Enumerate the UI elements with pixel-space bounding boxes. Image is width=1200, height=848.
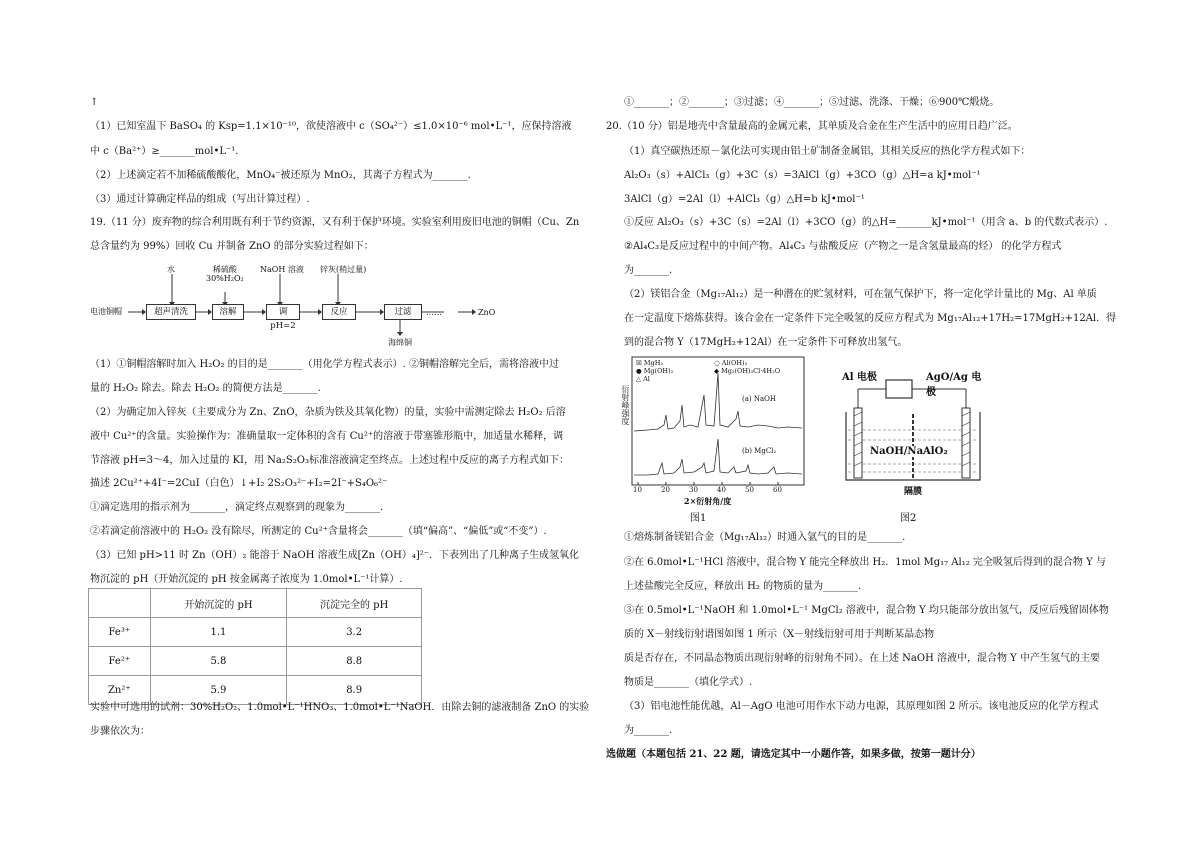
xrd-ylabel: 衍射峰强度: [621, 385, 630, 425]
tick-label: 40: [717, 486, 726, 494]
flow-dots: ……: [426, 308, 442, 317]
q20-part2-sub1: ①熔炼制备镁铝合金（Mg₁₇Al₁₂）时通入氩气的目的是_______.: [624, 532, 906, 543]
q19-part1-line1: （1）①铜帽溶解时加入 H₂O₂ 的目的是_______（用化学方程式表示）. ②铜帽溶解完全后，需将溶液中过: [90, 359, 560, 370]
curve-a-label: (a) NaOH: [742, 395, 777, 403]
q19-part2-line1: （2）为确定加入锌灰（主要成分为 Zn、ZnO，杂质为铁及其氧化物）的量，实验中需测定除去 H₂O₂ 后溶: [90, 407, 566, 418]
table-row: [89, 618, 422, 647]
legend-item: ☒ MgH₂: [636, 359, 663, 367]
tick-label: 30: [689, 486, 698, 494]
flow-box-reaction: 反应: [322, 304, 356, 320]
flow-box-dissolve: 溶解: [212, 304, 244, 320]
q20-part1-eq2: 3AlCl（g）=2Al（l）+AlCl₃（g）△H=b kJ•mol⁻¹: [624, 194, 865, 205]
table-cell: 8.8: [287, 647, 422, 676]
left-electrode-label: Al 电极: [842, 372, 878, 383]
q20-part1-eq1: Al₂O₃（s）+AlCl₃（g）+3C（s）=3AlCl（g）+3CO（g）△H=a kJ•mol⁻¹: [624, 170, 981, 181]
q20-part1-sub2: ②Al₄C₃是反应过程中的中间产物。Al₄C₃ 与盐酸反应（产物之一是含氢量最高的烃） 的化学方程式: [624, 241, 1062, 252]
curve-b-label: (b) MgCl₂: [742, 447, 777, 455]
table-cell: Fe²⁺: [89, 647, 151, 676]
figure-1-caption: 图1: [690, 513, 707, 524]
process-flow-diagram: [90, 262, 560, 352]
membrane-label: 隔膜: [904, 487, 923, 497]
q20-part2-sub3-line4: 物质是_______（填化学式）.: [624, 677, 753, 688]
table-header-complete-ph: 沉淀完全的 pH: [287, 589, 422, 618]
q20-part1-sub1: ①反应 Al₂O₃（s）+3C（s）=2Al（l）+3CO（g）的△H=_______kJ•mol⁻¹（用含 a、b 的代数式表示）.: [624, 217, 1108, 228]
table-cell: 5.8: [150, 647, 287, 676]
q19-part3-reagents: 实验中可选用的试剂：30%H₂O₂、1.0mol•L⁻¹HNO₃、1.0mol•L⁻¹NaOH．由除去铜的滤液制备 ZnO 的实验: [90, 702, 590, 713]
q20-part2-line2: 在一定温度下熔炼获得。该合金在一定条件下完全吸氢的反应方程式为 Mg₁₇Al₁₂+17H₂=17MgH₂+12Al．得: [624, 313, 1117, 324]
table-cell: 5.9: [150, 676, 287, 705]
flow-sponge-copper: 海绵铜: [388, 338, 412, 347]
table-cell: 1.1: [150, 618, 287, 647]
xrd-legend-2: [714, 359, 780, 375]
legend-item: △ Al: [636, 375, 650, 383]
q18-part2: （2）上述滴定若不加稀硫酸酸化，MnO₄⁻被还原为 MnO₂，其离子方程式为_______.: [90, 170, 471, 181]
q20-intro: 20.（10 分）铝是地壳中含量最高的金属元素，其单质及合金在生产生活中的应用日趋广泛。: [606, 121, 1018, 132]
q18-part1-line1: （1）已知室温下 BaSO₄ 的 Ksp=1.1×10⁻¹⁰，欲使溶液中 c（SO₄²⁻）≤1.0×10⁻⁶ mol•L⁻¹，应保持溶液: [90, 121, 572, 132]
table-row: [89, 647, 422, 676]
q20-part2-sub2-line2: 上述盐酸完全反应，释放出 H₂ 的物质的量为_______.: [624, 581, 862, 592]
table-cell: Zn²⁺: [89, 676, 151, 705]
table-header-start-ph: 开始沉淀的 pH: [150, 589, 287, 618]
q19-part3-line2: 物沉淀的 pH（开始沉淀的 pH 按金属离子浓度为 1.0mol•L⁻¹计算）.: [90, 574, 403, 585]
q20-part3-line1: （3）铝电池性能优越，Al－AgO 电池可用作水下动力电源，其原理如图 2 所示。该电池反应的化学方程式: [624, 701, 1099, 712]
q19-part2-line2: 液中 Cu²⁺的含量。实验操作为：准确量取一定体积的含有 Cu²⁺的溶液于带塞锥形瓶中，加适量水稀释，调: [90, 431, 564, 442]
q19-part2-sub2: ②若滴定前溶液中的 H₂O₂ 没有除尽，所测定的 Cu²⁺含量将会_______（填“偏高”、“偏低”或“不变”）.: [90, 526, 547, 537]
electrolyte-label: NaOH/NaAlO₂: [870, 446, 948, 457]
q19-intro-line1: 19.（11 分）废弃物的综合利用既有利于节约资源，又有利于保护环境。实验室利用废旧电池的铜帽（Cu、Zn: [90, 217, 580, 228]
q20-part2-sub2-line1: ②在 6.0mol•L⁻¹HCl 溶液中，混合物 Y 能完全释放出 H₂．1mol Mg₁₇ Al₁₂ 完全吸氢后得到的混合物 Y 与: [624, 557, 1106, 568]
flow-box-cleaning: 超声清洗: [146, 304, 196, 320]
q19-part2-equations: 描述 2Cu²⁺+4I⁻=2CuI（白色）↓+I₂ 2S₂O₃²⁻+I₂=2I⁻+S₄O₆²⁻: [90, 478, 388, 489]
q18-part3: （3）通过计算确定样品的组成（写出计算过程）.: [90, 194, 310, 205]
q20-part2-sub3-line2: 质的 X－射线衍射谱图如图 1 所示（X－射线衍射可用于判断某晶态物: [624, 629, 935, 640]
flow-input-zinc-ash: 锌灰(稍过量): [320, 265, 367, 274]
tick-label: 10: [633, 486, 642, 494]
q20-part2-sub3-line3: 质是否存在，不同晶态物质出现衍射峰的衍射角不同）。在上述 NaOH 溶液中，混合物 Y 中产生氢气的主要: [624, 653, 1100, 664]
figure-1-xrd: [618, 355, 808, 505]
q19-part3-steps-label: 步骤依次为：: [90, 726, 150, 737]
flow-input-acid: 稀硫酸 30%H₂O₂: [206, 265, 244, 283]
legend-item: ◆ Mg₂(OH)₃Cl·4H₂O: [714, 367, 781, 375]
flow-input-naoh: NaOH 溶液: [260, 265, 304, 274]
xrd-legend: [636, 359, 673, 383]
q19-intro-line2: 总含量约为 99%）回收 Cu 并制备 ZnO 的部分实验过程如下：: [90, 241, 374, 252]
legend-item: ● Mg(OH)₂: [636, 367, 674, 375]
q20-part3-line2: 为_______.: [624, 725, 673, 736]
q20-part1-sub2-end: 为_______.: [624, 265, 673, 276]
arrow-mark: ↑: [90, 97, 99, 108]
elective-heading: 选做题（本题包括 21、22 题，请选定其中一小题作答，如果多做，按第一题计分）: [606, 749, 981, 760]
q19-part1-line2: 量的 H₂O₂ 除去。除去 H₂O₂ 的简便方法是_______.: [90, 383, 321, 394]
tick-label: 60: [773, 486, 782, 494]
legend-item: ○ Al(OH)₃: [714, 359, 748, 367]
q19-part2-sub1: ①滴定选用的指示剂为_______，滴定终点观察到的现象为_______.: [90, 502, 384, 513]
right-electrode-label: AgO/Ag 电极: [926, 372, 982, 398]
figure-2-caption: 图2: [900, 513, 917, 524]
flow-input-water: 水: [167, 265, 175, 274]
flow-box-filter: 过滤: [384, 304, 422, 320]
q20-part2-line3: 到的混合物 Y（17MgH₂+12Al）在一定条件下可释放出氢气。: [624, 337, 908, 348]
flow-box-adjust-ph: 调pH=2: [266, 304, 300, 320]
ph-table: [88, 588, 422, 705]
flow-end: ZnO: [478, 308, 496, 317]
q18-part1-line2: 中 c（Ba²⁺）≥_______mol•L⁻¹.: [90, 146, 239, 157]
table-cell: Fe³⁺: [89, 618, 151, 647]
table-header-ion: [89, 589, 151, 618]
table-cell: 3.2: [287, 618, 422, 647]
q19-part3-line1: （3）已知 pH>11 时 Zn（OH）₂ 能溶于 NaOH 溶液生成[Zn（OH）₄]²⁻．下表列出了几种离子生成氢氧化: [90, 550, 580, 561]
q20-part2-sub3-line1: ③在 0.5mol•L⁻¹NaOH 和 1.0mol•L⁻¹ MgCl₂ 溶液中，混合物 Y 均只能部分放出氢气，反应后残留固体物: [624, 605, 1109, 616]
q20-part1-line1: （1）真空碳热还原－氯化法可实现由铝土矿制备金属铝，其相关反应的热化学方程式如下：: [624, 146, 1031, 157]
xrd-xlabel: 2×衍射角/度: [684, 496, 732, 506]
tick-label: 50: [745, 486, 754, 494]
tick-label: 20: [661, 486, 670, 494]
q19-part2-line3: 节溶液 pH=3～4，加入过量的 KI，用 Na₂S₂O₃标准溶液滴定至终点。上述过程中反应的离子方程式如下：: [90, 455, 569, 466]
table-cell: 8.9: [287, 676, 422, 705]
flow-start: 电池铜帽: [90, 307, 122, 316]
q20-part2-line1: （2）镁铝合金（Mg₁₇Al₁₂）是一种潜在的贮氢材料，可在氩气保护下，将一定化学计量比的 Mg、Al 单质: [624, 289, 1097, 300]
figure-2-battery: [838, 370, 988, 500]
q19-steps: ①_______；②_______；③过滤；④_______；⑤过滤、洗涤、干燥；⑥900℃煅烧。: [624, 97, 1000, 108]
